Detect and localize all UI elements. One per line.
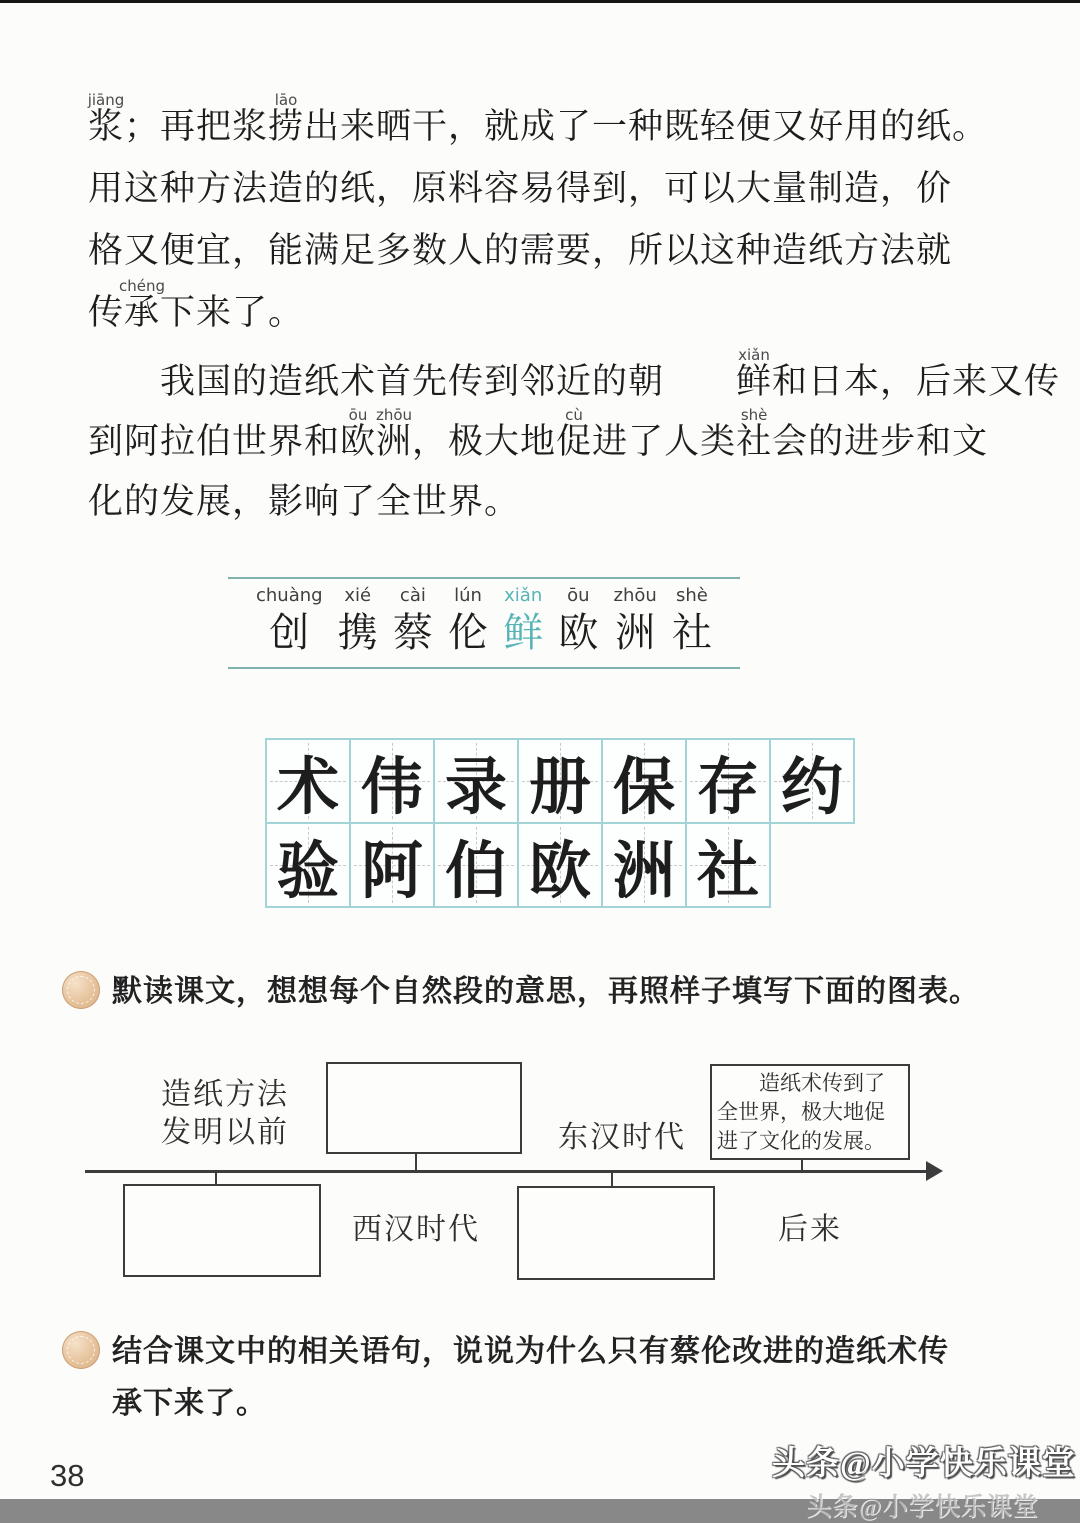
text-line: 用这种方法造的纸，原料容易得到，可以大量制造，价 (88, 169, 953, 208)
word-item (614, 585, 657, 657)
exercise-1 (112, 966, 980, 1018)
word-character: 洲 (615, 610, 656, 655)
grid-character: 洲 (612, 837, 675, 906)
result-line: 进了文化的发展。 (717, 1129, 885, 1153)
grid-cell (349, 822, 435, 908)
grid-row (265, 738, 853, 824)
top-border (0, 0, 1080, 3)
pinyin-annotation: lāo (274, 91, 298, 109)
pinyin-annotation: shè (740, 406, 768, 424)
body-paragraph-2 (88, 346, 1061, 532)
body-paragraph-1 (87, 91, 989, 344)
word-character: 创 (269, 610, 310, 655)
arrow-head-icon (926, 1161, 943, 1181)
exercise-2 (112, 1326, 949, 1430)
ruby-character: 浆 jiāng (87, 91, 125, 146)
grid-character: 保 (612, 753, 675, 822)
word-pinyin: shè (676, 585, 708, 606)
new-words-strip (228, 577, 740, 669)
timeline-diagram (85, 1052, 965, 1304)
grid-cell (685, 738, 771, 824)
result-box (710, 1064, 910, 1160)
word-pinyin: chuàng (256, 585, 323, 606)
label-before-line1: 造纸方法 (161, 1078, 289, 1111)
grid-character: 欧 (528, 837, 591, 906)
grid-cell (265, 738, 351, 824)
label-later: 后来 (778, 1213, 842, 1246)
exercise-1-text: 默读课文，想想每个自然段的意思，再照样子填写下面的图表。 (112, 975, 980, 1008)
pinyin-annotation: cù (565, 406, 583, 424)
grid-cell (265, 822, 351, 908)
page-number: 38 (50, 1458, 85, 1493)
word-character: 欧 (558, 610, 599, 655)
label-before-line2: 发明以前 (161, 1116, 289, 1149)
text-line: 浆 jiāng ；再把浆捞 lāo 出来晒干，就成了一种既轻便又好用的纸。 (87, 91, 989, 146)
connector-result-box (801, 1158, 803, 1170)
grid-cell (601, 822, 687, 908)
text-line: 格又便宜，能满足多数人的需要，所以这种造纸方法就 (88, 231, 953, 270)
grid-character: 阿 (360, 837, 423, 906)
blank-box-bottom-left (123, 1184, 321, 1277)
pinyin-annotation: xiǎn (738, 346, 770, 364)
word-item (558, 585, 598, 657)
timeline-axis (85, 1170, 930, 1173)
pinyin-annotation: zhōu (375, 406, 413, 424)
ruby-character: 欧 ōu (340, 406, 377, 461)
flower-seal-icon (62, 1331, 100, 1369)
word-character: 鲜 (503, 610, 544, 655)
ruby-character: 承 chéng (119, 277, 166, 332)
word-pinyin: cài (399, 585, 426, 606)
word-pinyin: xié (344, 585, 372, 606)
grid-cell (433, 822, 519, 908)
connector-top-box (415, 1152, 417, 1170)
exercise-2-text-line1: 结合课文中的相关语句，说说为什么只有蔡伦改进的造纸术传 (112, 1335, 949, 1368)
blank-box-top (326, 1062, 522, 1154)
word-character: 伦 (448, 610, 489, 655)
grid-character: 约 (780, 753, 843, 822)
result-box-text (712, 1066, 908, 1159)
pinyin-annotation: jiāng (87, 91, 125, 109)
grid-character: 社 (696, 837, 759, 906)
word-item (256, 585, 323, 657)
pinyin-annotation: chéng (119, 277, 166, 295)
ruby-character: 社 shè (736, 406, 773, 461)
text-line: 到阿拉伯世界和欧 ōu 洲 zhōu ，极大地促 cù 进了人类社 shè 会的进步和文 (88, 406, 989, 461)
grid-character: 验 (276, 837, 339, 906)
grid-character: 伯 (444, 837, 507, 906)
result-line: 全世界，极大地促 (717, 1100, 885, 1124)
text-line: 我国的造纸术首先传到邻近的朝 鲜 xiǎn 和日本，后来又传 (160, 346, 1061, 401)
word-character: 蔡 (392, 610, 433, 655)
grid-character: 册 (528, 753, 591, 822)
grid-character: 术 (276, 753, 339, 822)
grid-character: 伟 (360, 753, 423, 822)
grid-cell (517, 822, 603, 908)
grid-cell (433, 738, 519, 824)
word-item (448, 585, 488, 657)
word-pinyin: xiǎn (504, 585, 543, 606)
word-item (672, 585, 712, 657)
blank-box-bottom-middle (517, 1186, 715, 1280)
word-pinyin: ōu (567, 585, 590, 606)
word-item (503, 585, 543, 657)
word-item (338, 585, 378, 657)
pinyin-annotation: ōu (348, 406, 368, 424)
text-line: 化的发展，影响了全世界。 (88, 482, 521, 521)
ruby-character: 鲜 xiǎn (664, 362, 772, 402)
word-character: 社 (671, 610, 712, 655)
grid-row (265, 822, 853, 908)
flower-seal-icon (62, 971, 100, 1009)
label-west-han: 西汉时代 (352, 1213, 480, 1246)
text-line: 传承 chéng 下来了。 (88, 277, 305, 332)
result-line: 造纸术传到了 (759, 1071, 885, 1095)
word-character: 携 (337, 610, 378, 655)
label-before-invention (161, 1076, 289, 1152)
watermark-partial: 头条@小学快乐课堂 (806, 1494, 1039, 1521)
connector-bottom-middle-box (611, 1172, 613, 1187)
grid-cell (517, 738, 603, 824)
label-east-han: 东汉时代 (558, 1121, 686, 1154)
grid-cell (685, 822, 771, 908)
grid-cell (601, 738, 687, 824)
word-pinyin: lún (454, 585, 482, 606)
ruby-character: 洲 zhōu (375, 406, 413, 461)
grid-cell (769, 738, 855, 824)
word-item (393, 585, 433, 657)
word-pinyin: zhōu (613, 585, 657, 606)
character-writing-grid (265, 738, 853, 908)
grid-cell (349, 738, 435, 824)
grid-character: 存 (696, 753, 759, 822)
grid-character: 录 (444, 753, 507, 822)
ruby-character: 捞 lāo (268, 91, 305, 146)
ruby-character: 促 cù (556, 406, 593, 461)
watermark: 头条@小学快乐课堂 (772, 1446, 1076, 1482)
exercise-2-text-line2: 承下来了。 (112, 1387, 267, 1420)
